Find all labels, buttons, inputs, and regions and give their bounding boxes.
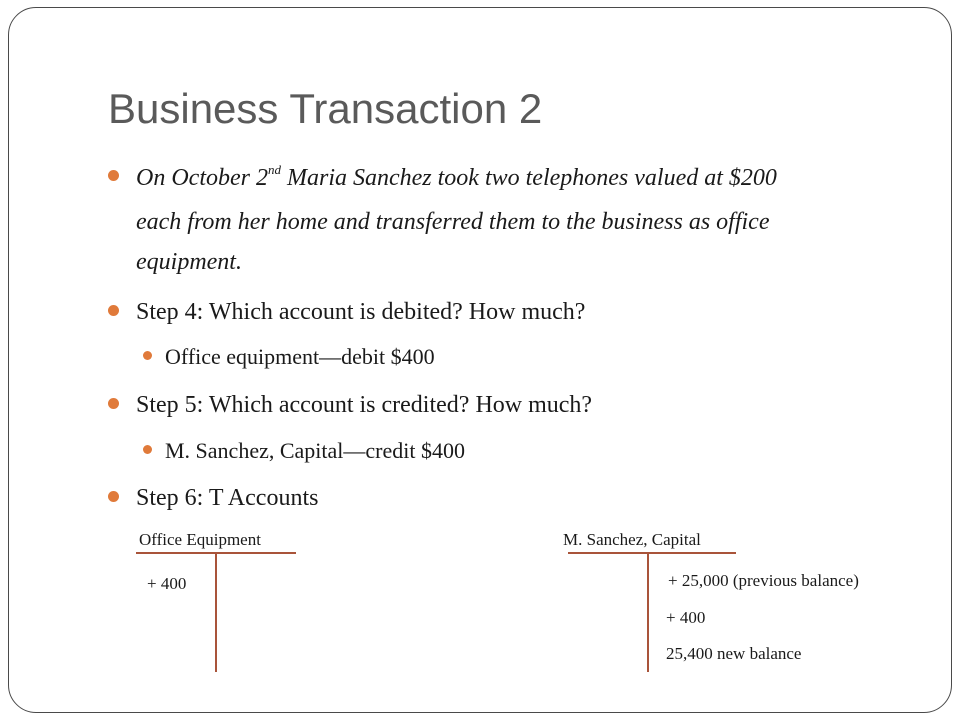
t-account-capital-credit-2: + 400 — [666, 608, 706, 627]
step-5-question: Step 5: Which account is credited? How much? — [136, 392, 593, 418]
t-account-office-equipment-name: Office Equipment — [139, 530, 261, 549]
t-account-capital-name: M. Sanchez, Capital — [563, 530, 701, 549]
bullet-step-5 — [108, 398, 119, 409]
bullet-step-4 — [108, 305, 119, 316]
bullet-step-5-answer — [143, 445, 152, 454]
transaction-line-1-post: Maria Sanchez took two telephones valued at $200 — [280, 165, 777, 191]
t-account-capital-credit-1: + 25,000 (previous balance) — [668, 571, 859, 590]
t-account-capital-top-line — [568, 552, 736, 554]
transaction-line-2: each from her home and transferred them to the business as office — [136, 209, 770, 235]
transaction-line-1 — [136, 162, 777, 191]
transaction-line-3: equipment. — [136, 249, 242, 275]
bullet-transaction — [108, 170, 119, 181]
step-5-answer: M. Sanchez, Capital—credit $400 — [165, 438, 465, 463]
bullet-step-4-answer — [143, 351, 152, 360]
step-4-question: Step 4: Which account is debited? How much? — [136, 299, 586, 325]
step-6-heading: Step 6: T Accounts — [136, 485, 319, 511]
t-account-office-equipment-debit: + 400 — [147, 574, 187, 593]
t-account-capital-new-balance: 25,400 new balance — [666, 644, 802, 663]
slide-title: Business Transaction 2 — [108, 85, 543, 132]
t-account-capital-center-line — [647, 552, 649, 672]
bullet-step-6 — [108, 491, 119, 502]
transaction-line-1-pre: On October 2 — [136, 165, 268, 191]
transaction-ordinal-suffix: nd — [267, 162, 281, 177]
t-account-office-equipment-center-line — [215, 552, 217, 672]
step-4-answer: Office equipment—debit $400 — [165, 344, 435, 369]
